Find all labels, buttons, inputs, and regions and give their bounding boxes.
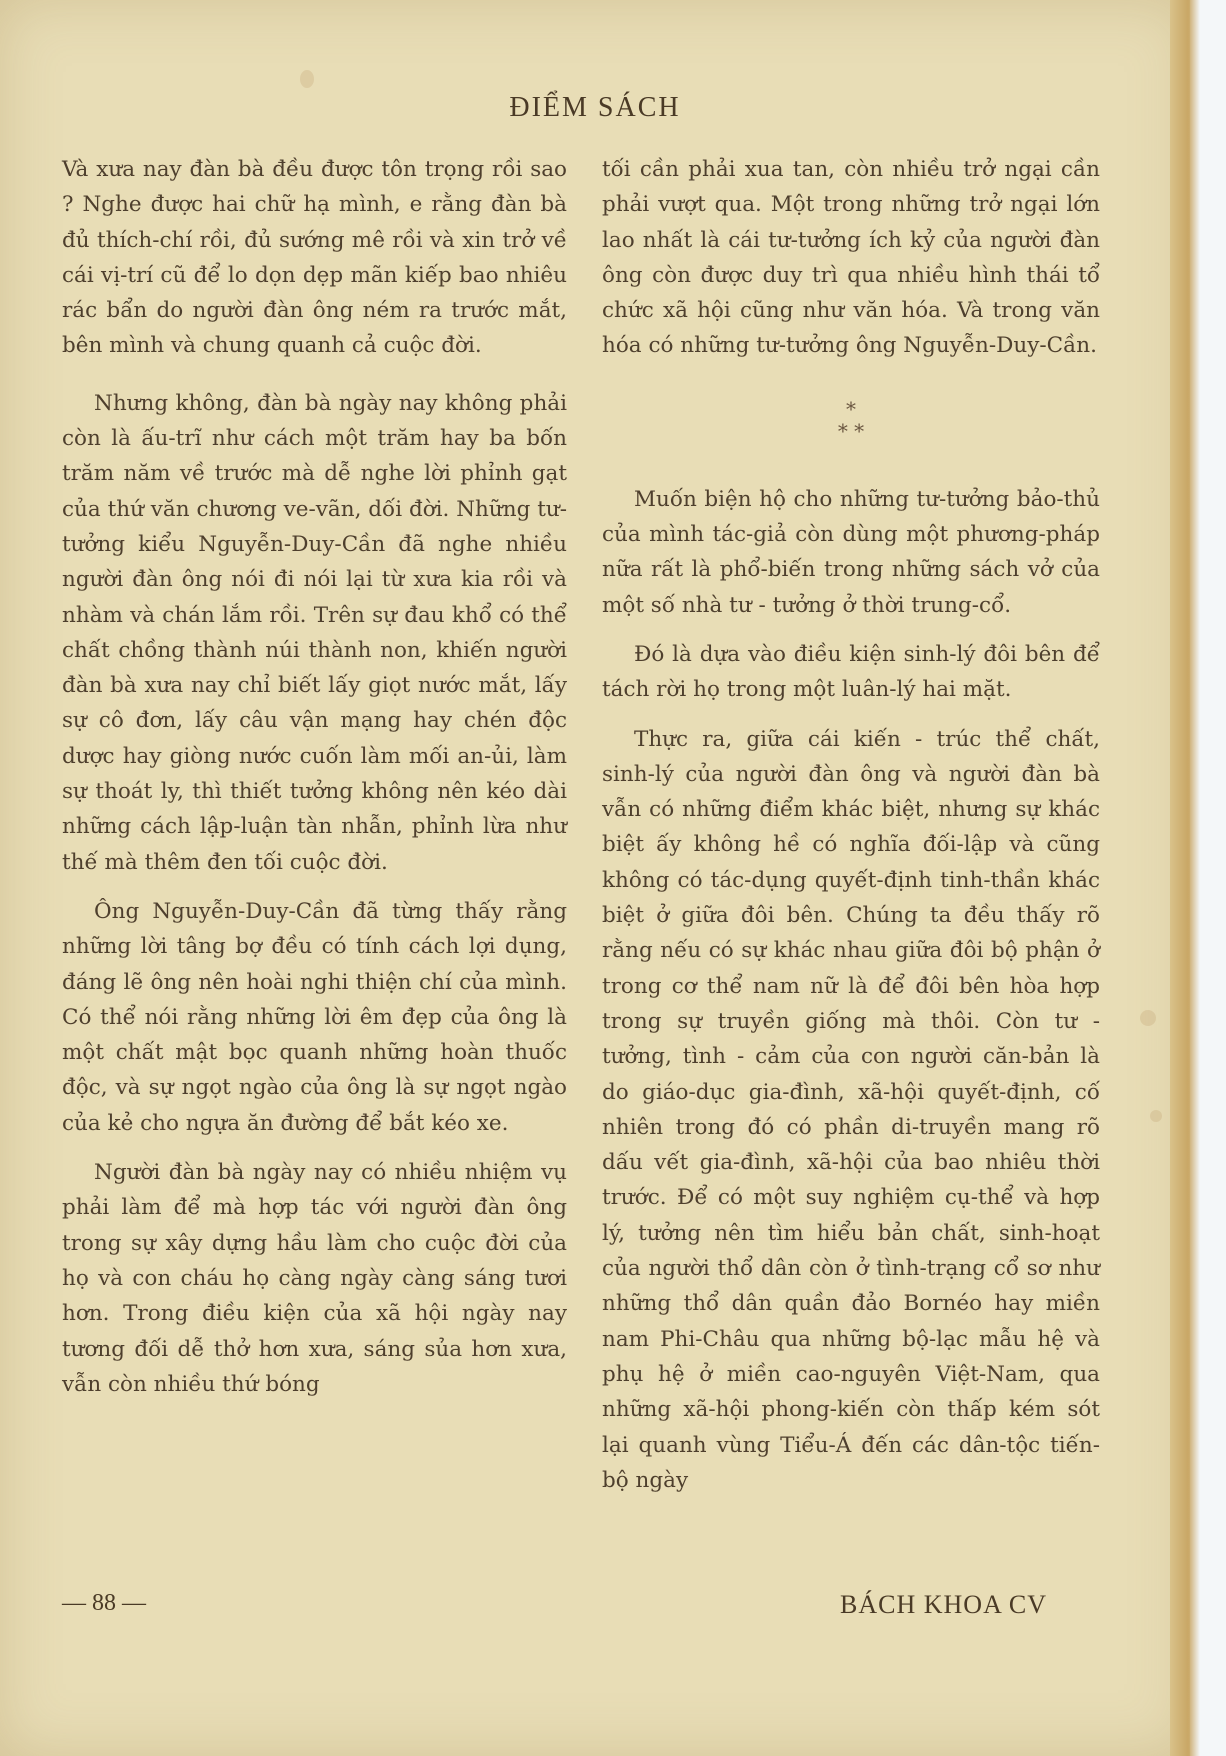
section-divider xyxy=(602,398,1100,442)
paragraph: Và xưa nay đàn bà đều được tôn trọng rồi sao ? Nghe được hai chữ hạ mình, e rằng đàn bà đủ thích-chí rồi, đủ sướng mê rồi và xin trở về cái vị-trí cũ để lo dọn dẹp mãn kiếp bao nhiêu rác bẩn do người đàn ông ném ra trước mắt, bên mình và chung quanh cả cuộc đời. xyxy=(62,157,567,359)
paragraph: Nhưng không, đàn bà ngày nay không phải còn là ấu-trĩ như cách một trăm hay ba bốn trăm năm về trước mà dễ nghe lời phỉnh gạt của thứ văn chương ve-vãn, dối đời. Những tư-tưởng kiểu Nguyễn-Duy-Cần đã nghe nhiều người đàn ông nói đi nói lại từ xưa kia rồi và nhàm và chán lắm rồi. Trên sự đau khổ có thể chất chồng thành núi thành non, khiến người đàn bà xưa nay chỉ biết lấy giọt nước mắt, lấy sự cô đơn, lấy câu vận mạng hay chén độc dược hay giòng nước cuốn làm mối an-ủi, làm sự thoát ly, thì thiết tưởng không nên kéo dài những cách lập-luận tàn nhẫn, phỉnh lừa như thế mà thêm đen tối cuộc đời. xyxy=(62,390,567,875)
paragraph: Người đàn bà ngày nay có nhiều nhiệm vụ phải làm để mà hợp tác với người đàn ông trong sự xây dựng hầu làm cho cuộc đời của họ và con cháu họ càng ngày càng sáng tươi hơn. Trong điều kiện của xã hội ngày nay tương đối dễ thở hơn xưa, sáng sủa hơn xưa, vẫn còn nhiều thứ bóng xyxy=(62,1160,567,1397)
stain xyxy=(1140,1010,1156,1026)
publication-name: BÁCH KHOA CV xyxy=(840,1590,1048,1619)
section-header: ĐIỂM SÁCH xyxy=(509,92,681,123)
right-column xyxy=(602,152,1100,1512)
paragraph: Thực ra, giữa cái kiến - trúc thể chất, sinh-lý của người đàn ông và người đàn bà vẫn có những điểm khác biệt, nhưng sự khác biệt ấy không hề có nghĩa đối-lập và cũng không có tác-dụng quyết-định tinh-thần khác biệt ở giữa đôi bên. Chúng ta đều thấy rõ rằng nếu có sự khác nhau giữa đôi bộ phận ở trong cơ thể nam nữ là để đôi bên hòa hợp trong sự truyền giống mà thôi. Còn tư - tưởng, tình - cảm của con người căn-bản là do giáo-dục gia-đình, xã-hội quyết-định, cố nhiên trong đó có phần di-truyền mang rõ dấu vết gia-đình, xã-hội của bao nhiêu thời trước. Để có một suy nghiệm cụ-thể và hợp lý, tưởng nên tìm hiểu bản chất, sinh-hoạt của người thổ dân còn ở tình-trạng cổ sơ như những thổ dân quần đảo Bornéo hay miền nam Phi-Châu qua những bộ-lạc mẫu hệ và phụ hệ ở miền cao-nguyên Việt-Nam, qua những xã-hội phong-kiến còn thấp kém sót lại quanh vùng Tiểu-Á đến các dân-tộc tiến-bộ ngày xyxy=(602,726,1100,1493)
paragraph: Ông Nguyễn-Duy-Cần đã từng thấy rằng những lời tâng bợ đều có tính cách lợi dụng, đáng lẽ ông nên hoài nghi thiện chí của mình. Có thể nói rằng những lời êm đẹp của ông là một chất mật bọc quanh những hoàn thuốc độc, và sự ngọt ngào của ông là sự ngọt ngào của kẻ cho ngựa ăn đường để bắt kéo xe. xyxy=(62,898,567,1136)
paragraph: Đó là dựa vào điều kiện sinh-lý đôi bên để tách rời họ trong một luân-lý hai mặt. xyxy=(602,641,1100,703)
paragraph: Muốn biện hộ cho những tư-tưởng bảo-thủ của mình tác-giả còn dùng một phương-pháp nữa rất là phổ-biến trong những sách vở của một số nhà tư - tưởng ở thời trung-cổ. xyxy=(602,486,1100,618)
page-number: — 88 — xyxy=(62,1590,146,1616)
divider-stars: * * xyxy=(837,418,865,443)
paragraph: tối cần phải xua tan, còn nhiều trở ngại cần phải vượt qua. Một trong những trở ngại lớn lao nhất là cái tư-tưởng ích kỷ của người đàn ông còn được duy trì qua nhiều hình thái tổ chức xã hội cũng như văn hóa. Và trong văn hóa có những tư-tưởng ông Nguyễn-Duy-Cần. xyxy=(602,157,1100,359)
page-edge xyxy=(1170,0,1200,1756)
stain xyxy=(1150,1110,1162,1122)
stain xyxy=(300,70,314,88)
divider-star: * xyxy=(846,396,856,421)
left-column xyxy=(62,152,567,1416)
